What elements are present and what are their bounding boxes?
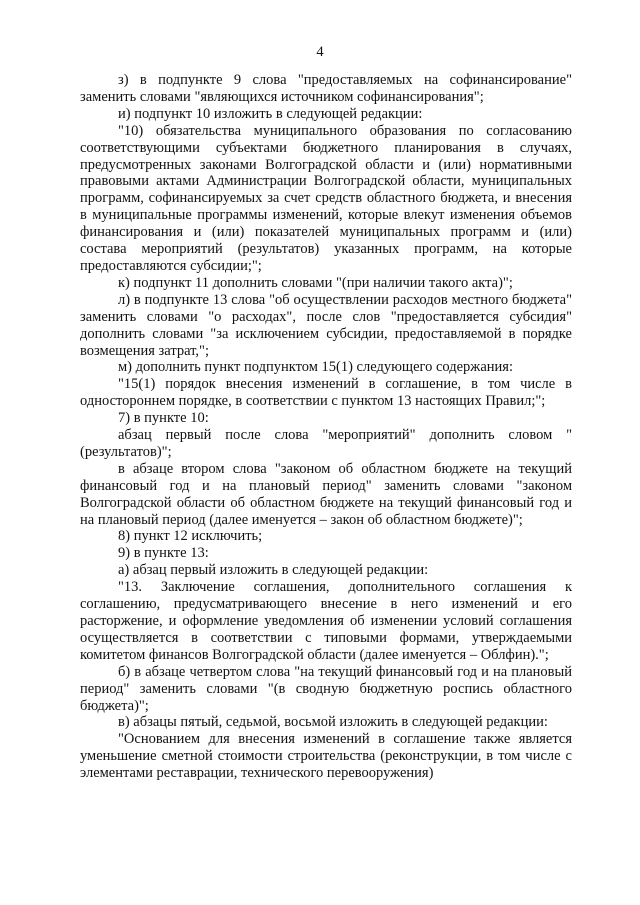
paragraph: 7) в пункте 10:: [118, 410, 209, 427]
paragraph: 8) пункт 12 исключить;: [118, 528, 263, 545]
paragraph: 9) в пункте 13:: [118, 545, 209, 562]
paragraph: к) подпункт 11 дополнить словами "(при наличии такого акта)";: [118, 274, 513, 291]
paragraph: абзац первый после слова "мероприятий" дополнить словом "(результатов)";: [80, 427, 572, 460]
paragraph: м) дополнить пункт подпунктом 15(1) следующего содержания:: [118, 359, 513, 376]
paragraph: "15(1) порядок внесения изменений в соглашение, в том числе в одностороннем порядке, в соответствии с пунктом 13 настоящих Правил;";: [80, 376, 572, 410]
paragraph: в абзаце втором слова "законом об областном бюджете на текущий финансовый год и на плановый период" заменить словами "законом Волгоградской области об областном бюджете на текущий финансовый год и на плановый период (далее именуется – закон об областном бюджете)";: [80, 460, 572, 528]
paragraph: л) в подпункте 13 слова "об осуществлении расходов местного бюджета" заменить словами "о расходах", после слов "предоставляется субсидия" дополнить словами "за исключением субсидии, предоставляемой в порядке возмещения затрат,";: [80, 291, 572, 359]
paragraph: "Основанием для внесения изменений в соглашение также является уменьшение сметной стоимости строительства (реконструкции, в том числе с элементами реставрации, технического перевооружения): [80, 731, 572, 782]
paragraph: "10) обязательства муниципального образования по согласованию соответствующими субъектами бюджетного планирования в случаях, предусмотренных законами Волгоградской области и (или) нормативными правовыми актами Администрации Волгоградской области, муниципальных программ, софинансируемых за счет средств областного бюджета, и внесения в муниципальные программы изменений, которые влекут изменения объемов финансирования и (или) показателей муниципальных программ и (или) состава мероприятий (результатов) указанных программ, на которые предоставляются субсидии;";: [80, 122, 572, 274]
paragraph: "13. Заключение соглашения, дополнительного соглашения к соглашению, предусматривающего внесение в него изменений и его расторжение, и оформление уведомления об изменении условий соглашения осуществляется в соответствии с типовыми формами, утверждаемыми комитетом финансов Волгоградской области (далее именуется – Облфин).";: [80, 579, 572, 663]
paragraph: б) в абзаце четвертом слова "на текущий финансовый год и на плановый период" заменить словами "(в сводную бюджетную роспись областного бюджета)";: [80, 663, 572, 714]
paragraph: а) абзац первый изложить в следующей редакции:: [118, 562, 429, 579]
paragraph: в) абзацы пятый, седьмой, восьмой изложить в следующей редакции:: [118, 714, 548, 731]
page-number: 4: [316, 44, 324, 60]
paragraph: и) подпункт 10 изложить в следующей редакции:: [118, 105, 423, 122]
paragraph: з) в подпункте 9 слова "предоставляемых на софинансирование" заменить словами "являющихся источником софинансирования";: [80, 72, 572, 105]
document-body: [80, 72, 572, 782]
